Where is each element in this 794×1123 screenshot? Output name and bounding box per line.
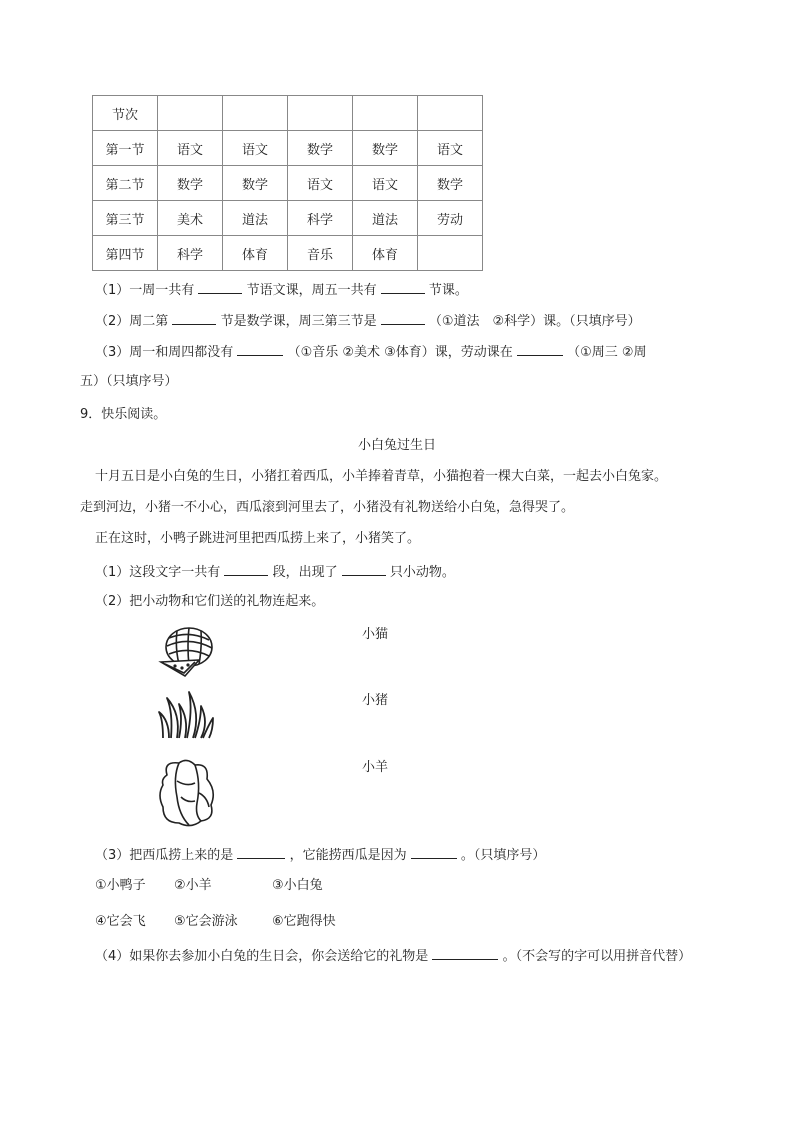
option-2: ②小羊 [174, 878, 212, 893]
q9-sub1-text-a: （1）这段文字一共有 [95, 565, 221, 580]
table-cell: 数学 [353, 131, 418, 166]
table-cell: 语文 [353, 166, 418, 201]
animal-label[interactable]: 小羊 [362, 760, 389, 775]
table-cell: 数学 [223, 166, 288, 201]
q8-sub1-text-c: 节课。 [428, 283, 468, 298]
option-1: ①小鸭子 [95, 878, 146, 893]
story-paragraph-1-line-1: 十月五日是小白兔的生日，小猪扛着西瓜，小羊捧着青草，小猫抱着一棵大白菜，一起去小白兔家。 [95, 469, 668, 484]
option-3: ③小白兔 [272, 878, 323, 893]
option-5: ⑤它会游泳 [174, 914, 238, 929]
q9-sub4 [95, 946, 691, 966]
table-cell: 语文 [288, 166, 353, 201]
table-cell: 第三节 [93, 201, 158, 236]
animal-label[interactable]: 小猪 [362, 693, 389, 708]
table-row [93, 236, 483, 271]
q8-sub1 [95, 280, 468, 300]
table-cell: 道法 [353, 201, 418, 236]
table-cell [158, 96, 223, 131]
schedule-table [92, 95, 483, 271]
answer-blank[interactable] [517, 342, 563, 356]
story-paragraph-1-line-2: 走到河边，小猪一不小心，西瓜滚到河里去了，小猪没有礼物送给小白兔，急得哭了。 [80, 500, 575, 515]
q9-heading: 9．快乐阅读。 [80, 407, 167, 422]
table-cell [418, 236, 483, 271]
q8-sub3 [95, 342, 647, 362]
q9-sub1-text-c: 只小动物。 [389, 565, 455, 580]
option-4: ④它会飞 [95, 914, 146, 929]
table-cell: 体育 [223, 236, 288, 271]
cabbage-icon [155, 757, 221, 829]
q8-sub2 [95, 311, 641, 331]
q9-sub3 [95, 845, 545, 865]
table-cell: 美术 [158, 201, 223, 236]
table-cell [288, 96, 353, 131]
q8-sub3-cont: 五）（只填序号） [80, 374, 178, 389]
table-row [93, 96, 483, 131]
table-cell: 数学 [158, 166, 223, 201]
q9-sub2: （2）把小动物和它们送的礼物连起来。 [95, 594, 325, 609]
answer-blank[interactable] [381, 311, 425, 325]
q8-sub1-text-b: 节语文课，周五一共有 [246, 283, 377, 298]
q8-sub3-text-b: （①音乐 ②美术 ③体育）课，劳动课在 [287, 345, 513, 360]
answer-blank[interactable] [342, 562, 386, 576]
answer-blank[interactable] [237, 342, 283, 356]
table-cell: 道法 [223, 201, 288, 236]
table-cell: 劳动 [418, 201, 483, 236]
table-row [93, 166, 483, 201]
story-paragraph-2: 正在这时，小鸭子跳进河里把西瓜捞上来了，小猪笑了。 [95, 531, 421, 546]
answer-blank[interactable] [224, 562, 268, 576]
table-cell: 第一节 [93, 131, 158, 166]
table-cell: 音乐 [288, 236, 353, 271]
grass-icon [157, 690, 215, 742]
table-cell: 科学 [158, 236, 223, 271]
q8-sub3-text-c: （①周三 ②周 [567, 345, 647, 360]
q8-sub2-text-a: （2）周二第 [95, 314, 169, 329]
answer-blank[interactable] [237, 845, 285, 859]
table-row [93, 201, 483, 236]
answer-blank[interactable] [411, 845, 457, 859]
animal-label[interactable]: 小猫 [362, 627, 389, 642]
answer-blank[interactable] [198, 280, 242, 294]
q9-sub4-text-a: （4）如果你去参加小白兔的生日会，你会送给它的礼物是 [95, 949, 429, 964]
q8-sub3-text-a: （3）周一和周四都没有 [95, 345, 234, 360]
q9-sub4-text-b: 。（不会写的字可以用拼音代替） [502, 949, 692, 964]
answer-blank[interactable] [432, 946, 498, 960]
table-cell: 数学 [288, 131, 353, 166]
table-cell [223, 96, 288, 131]
q9-sub1 [95, 562, 455, 582]
table-cell [418, 96, 483, 131]
table-cell: 第四节 [93, 236, 158, 271]
option-6: ⑥它跑得快 [272, 914, 336, 929]
story-title: 小白兔过生日 [357, 438, 436, 453]
q8-sub1-text-a: （1）一周一共有 [95, 283, 195, 298]
q9-sub3-text-a: （3）把西瓜捞上来的是 [95, 848, 234, 863]
table-cell: 科学 [288, 201, 353, 236]
table-row [93, 131, 483, 166]
answer-blank[interactable] [381, 280, 425, 294]
answer-blank[interactable] [172, 311, 216, 325]
q8-sub2-text-b: 节是数学课，周三第三节是 [220, 314, 377, 329]
table-cell [353, 96, 418, 131]
table-cell: 第二节 [93, 166, 158, 201]
table-cell: 语文 [158, 131, 223, 166]
q9-sub1-text-b: 段，出现了 [272, 565, 338, 580]
watermelon-icon [155, 624, 219, 678]
q9-sub3-text-b: ，它能捞西瓜是因为 [289, 848, 407, 863]
q9-sub3-text-c: 。（只填序号） [460, 848, 546, 863]
table-cell: 语文 [418, 131, 483, 166]
table-cell: 语文 [223, 131, 288, 166]
table-cell: 数学 [418, 166, 483, 201]
table-cell: 体育 [353, 236, 418, 271]
q8-sub2-text-c: （①道法 ②科学）课。（只填序号） [428, 314, 641, 329]
table-cell: 节次 [93, 96, 158, 131]
